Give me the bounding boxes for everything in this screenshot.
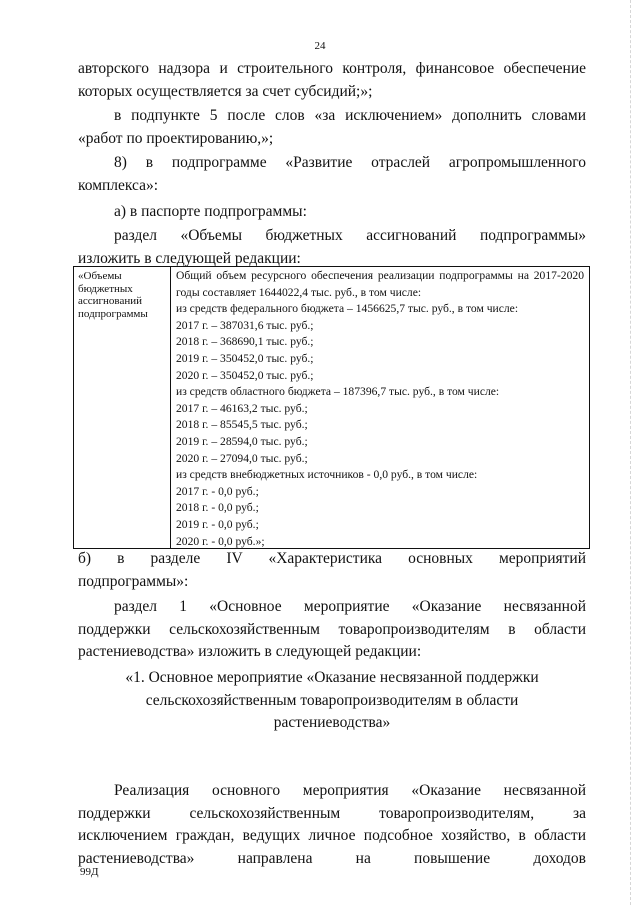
table-line: 2020 г. - 0,0 руб.»; — [176, 534, 265, 548]
table-line: 2017 г. – 387031,6 тыс. руб.; — [176, 318, 314, 332]
text-line: раздел 1 «Основное мероприятие «Оказание несвязанной — [114, 598, 586, 615]
table-line: 2020 г. – 27094,0 тыс. руб.; — [176, 451, 308, 465]
table-line: 2018 г. – 368690,1 тыс. руб.; — [176, 335, 314, 349]
paragraph — [78, 780, 586, 870]
text-line: исключением граждан, ведущих личное подсобное хозяйство, в области — [78, 827, 586, 844]
paragraph — [78, 58, 586, 103]
text-line: комплекса»: — [78, 176, 159, 194]
table-line: 2017 г. – 46163,2 тыс. руб.; — [176, 401, 308, 415]
table-line: 2018 г. – 85545,5 тыс. руб.; — [176, 418, 308, 432]
text-line: поддержки сельскохозяйственным товаропроизводителям в области — [78, 620, 586, 638]
text-line: раздел «Объемы бюджетных ассигнований подпрограммы» — [114, 227, 586, 244]
text-line: подпрограммы»: — [78, 572, 189, 590]
footer-code: 99Д — [80, 866, 99, 878]
scan-edge-line — [630, 0, 632, 905]
page-number: 24 — [314, 40, 326, 52]
table-line: 2019 г. – 350452,0 тыс. руб.; — [176, 351, 314, 365]
paragraph — [78, 201, 586, 224]
text-line: а) в паспорте подпрограммы: — [114, 203, 307, 220]
table-line: из средств областного бюджета – 187396,7 тыс. руб., в том числе: — [176, 385, 500, 399]
heading-line: «1. Основное мероприятие «Оказание несвязанной поддержки — [125, 669, 539, 686]
text-line: в подпункте 5 после слов «за исключением» дополнить словами — [114, 107, 586, 124]
table-line: 2019 г. – 28594,0 тыс. руб.; — [176, 434, 308, 448]
paragraph — [78, 596, 586, 664]
text-line: поддержки сельскохозяйственным товаропроизводителям, за — [78, 804, 586, 822]
text-line: растениеводства» изложить в следующей редакции: — [78, 643, 422, 660]
paragraph — [78, 548, 586, 593]
table-cell-content — [171, 267, 589, 548]
heading-line: сельскохозяйственным товаропроизводителям в области — [145, 691, 519, 709]
paragraph — [78, 152, 586, 197]
table-cell-label: «Объемы бюджетных ассигнований подпрограммы — [74, 267, 171, 548]
section-heading — [78, 667, 586, 735]
paragraph — [78, 105, 586, 150]
table-line: 2019 г. - 0,0 руб.; — [176, 517, 259, 531]
table-line: 2020 г. – 350452,0 тыс. руб.; — [176, 368, 314, 382]
table-line: из средств федерального бюджета – 1456625,7 тыс. руб., в том числе: — [176, 302, 519, 316]
text-line: б) в разделе IV «Характеристика основных мероприятий — [78, 550, 586, 567]
table-line: 2018 г. - 0,0 руб.; — [176, 501, 259, 515]
budget-table — [73, 266, 590, 549]
text-line: «работ по проектированию,»; — [78, 129, 274, 147]
heading-line: растениеводства» — [273, 714, 391, 731]
table-line: 2017 г. - 0,0 руб.; — [176, 484, 259, 498]
text-line: Реализация основного мероприятия «Оказание несвязанной — [114, 782, 586, 799]
table-line: из средств внебюджетных источников - 0,0 руб., в том числе: — [176, 468, 478, 482]
table-line: Общий объем ресурсного обеспечения реализации подпрограммы на 2017-2020 годы составляет 1644022,4 тыс. руб., в том числе: — [176, 269, 584, 299]
text-line: растениеводства» направлена на повышение доходов — [78, 849, 586, 867]
text-line: изложить в следующей редакции: — [78, 249, 301, 267]
text-line: 8) в подпрограмме «Развитие отраслей агропромышленного — [114, 154, 586, 171]
text-line: авторского надзора и строительного контроля, финансовое обеспечение — [78, 60, 586, 77]
text-line: которых осуществляется за счет субсидий;»; — [78, 82, 373, 100]
paragraph — [78, 225, 586, 270]
